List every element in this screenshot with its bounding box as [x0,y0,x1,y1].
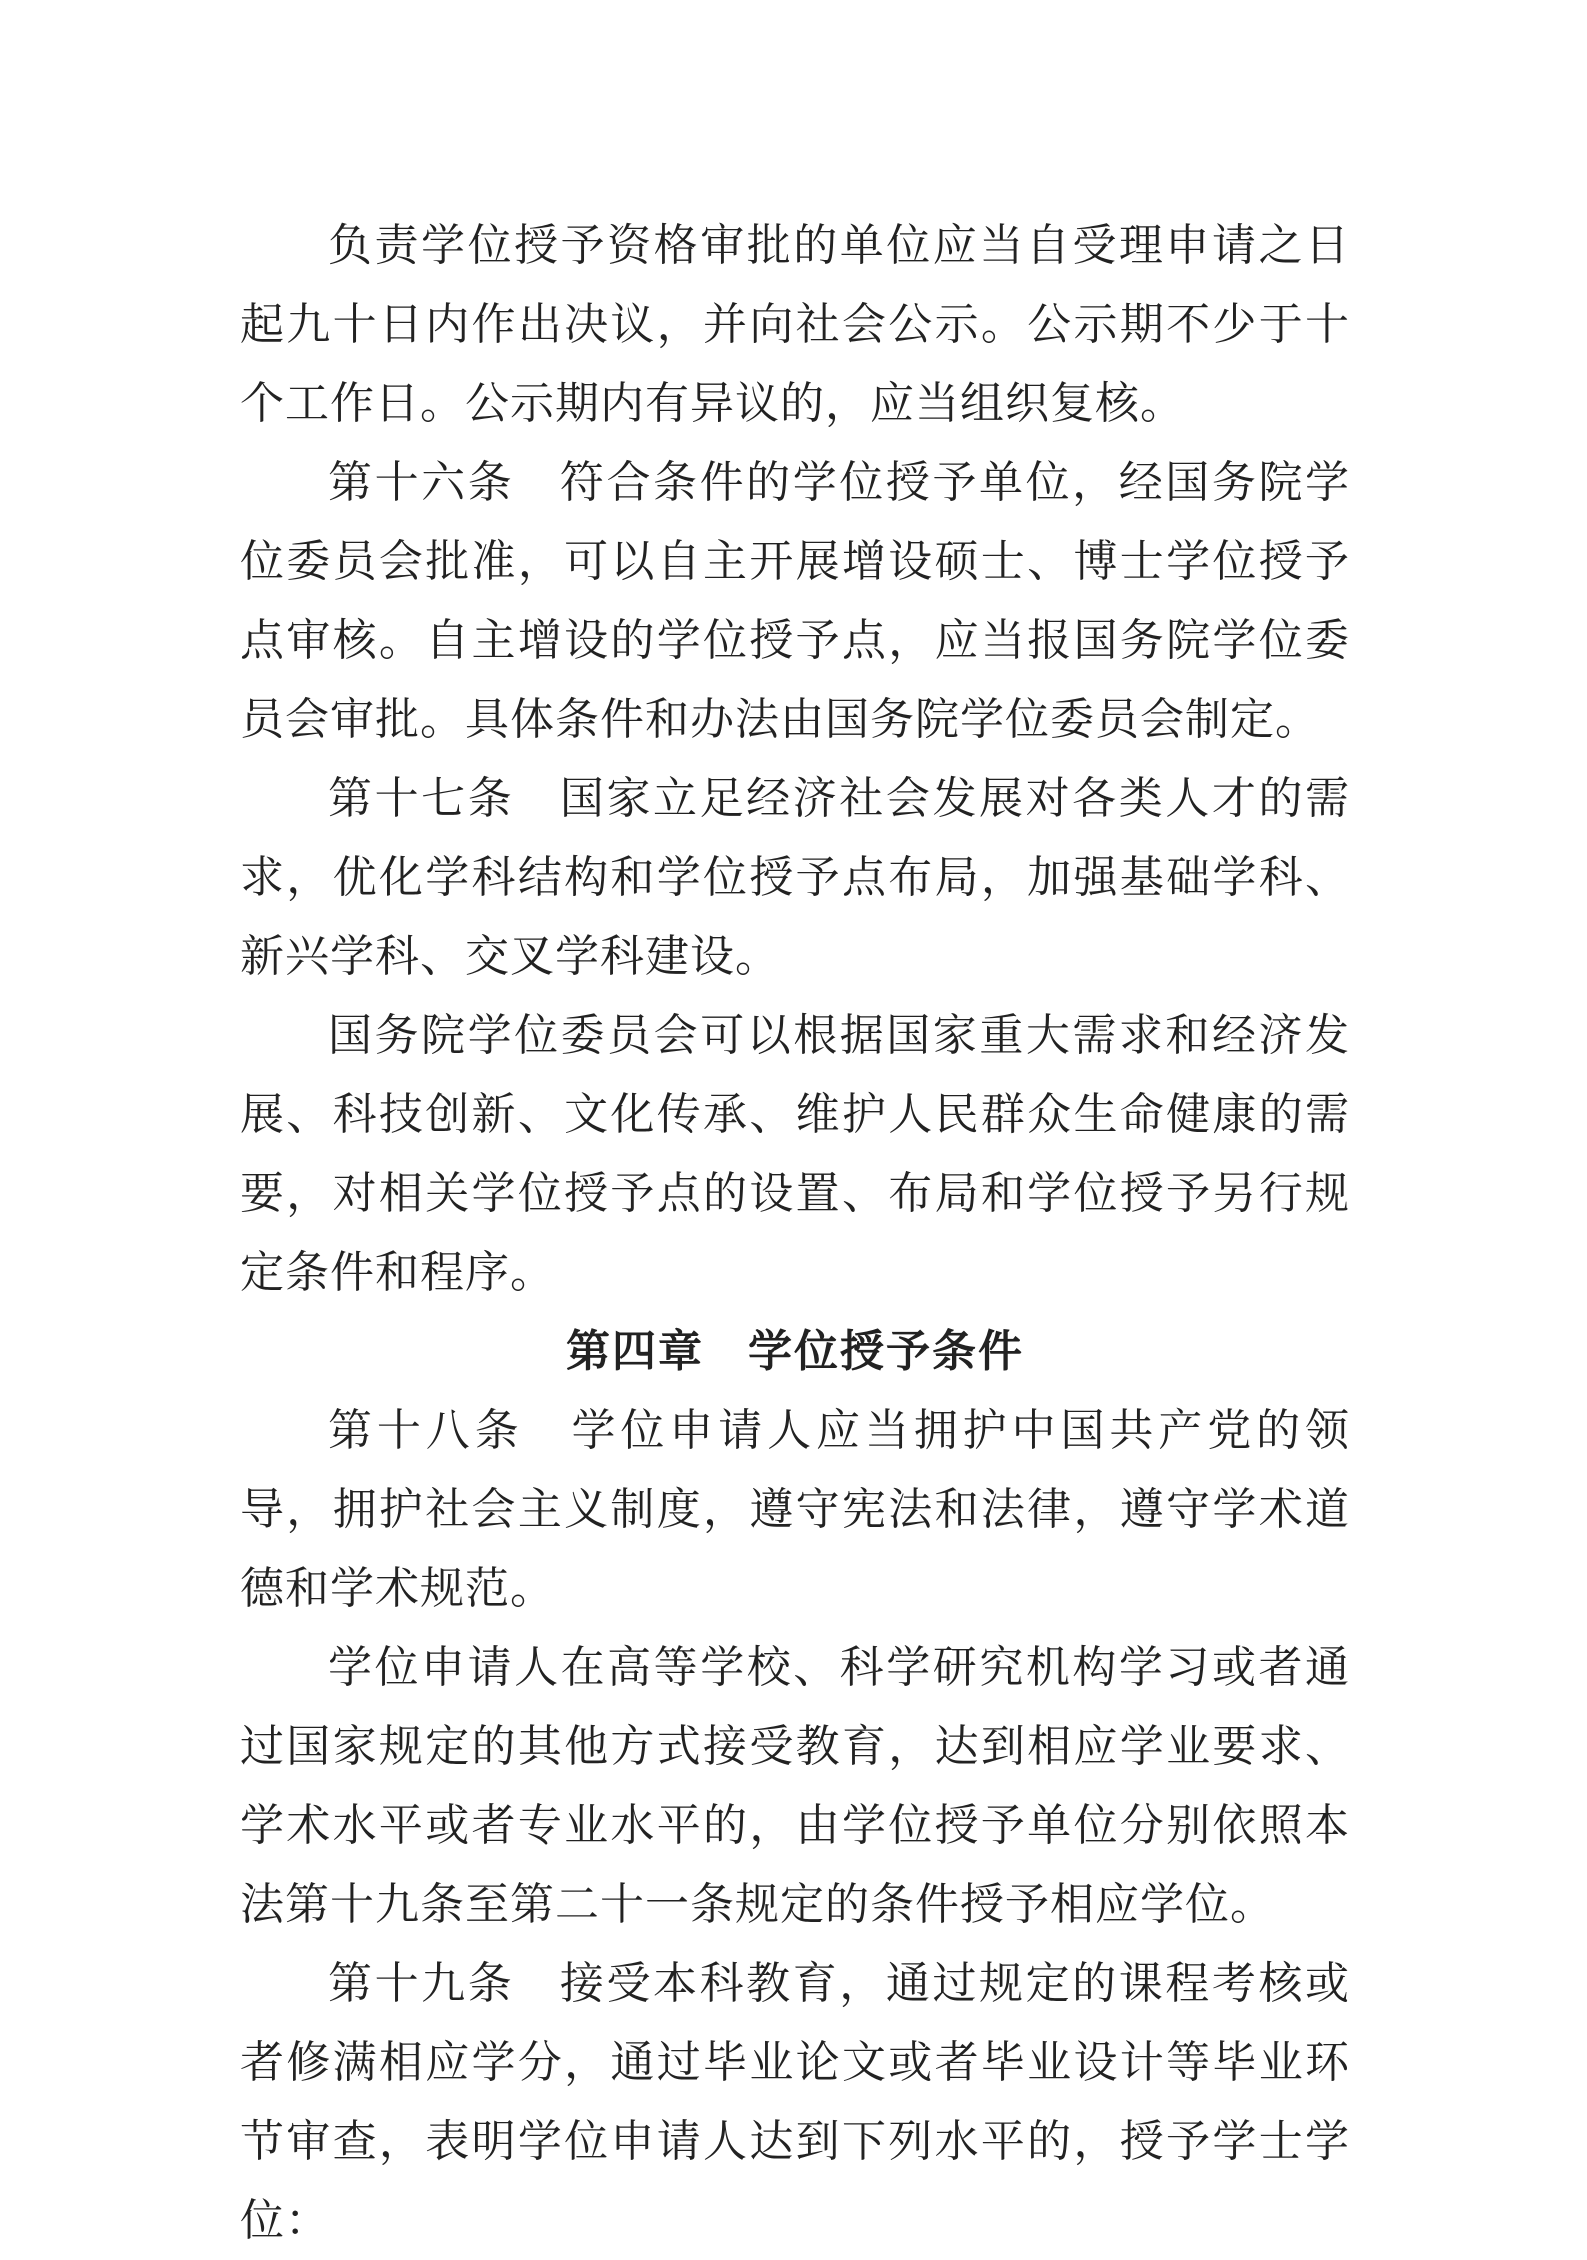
paragraph-text: 负责学位授予资格审批的单位应当自受理申请之日起九十日内作出决议，并向社会公示。公示期不少于十个工作日。公示期内有异议的，应当组织复核。 [240,220,1350,429]
paragraph-approval-period [240,206,1350,443]
article-text: 学位申请人应当拥护中国共产党的领导，拥护社会主义制度，遵守宪法和法律，遵守学术道德和学术规范。 [240,1405,1351,1614]
article-label: 第十七条 [328,773,515,824]
paragraph-text: 国务院学位委员会可以根据国家重大需求和经济发展、科技创新、文化传承、维护人民群众生命健康的需要，对相关学位授予点的设置、布局和学位授予另行规定条件和程序。 [240,1010,1350,1298]
article-label: 第十八条 [328,1405,524,1456]
article-19 [240,1944,1350,2260]
article-label: 第十六条 [328,457,515,508]
article-text: 国家立足经济社会发展对各类人才的需求，优化学科结构和学位授予点布局，加强基础学科、新兴学科、交叉学科建设。 [240,773,1351,982]
article-text: 符合条件的学位授予单位，经国务院学位委员会批准，可以自主开展增设硕士、博士学位授予点审核。自主增设的学位授予点，应当报国务院学位委员会审批。具体条件和办法由国务院学位委员会制定。 [240,457,1351,745]
paragraph-degree-conditions [240,1628,1350,1944]
article-text: 接受本科教育，通过规定的课程考核或者修满相应学分，通过毕业论文或者毕业设计等毕业环节审查，表明学位申请人达到下列水平的，授予学士学位： [240,1958,1351,2246]
paragraph-special-provisions [240,996,1350,1312]
chapter-title: 学位授予条件 [748,1326,1024,1377]
article-label: 第十九条 [328,1958,515,2009]
chapter-number: 第四章 [566,1326,704,1377]
article-16 [240,443,1350,759]
article-18 [240,1391,1350,1628]
chapter-heading [240,1312,1350,1391]
article-17 [240,759,1350,996]
document-page [240,206,1350,2260]
paragraph-text: 学位申请人在高等学校、科学研究机构学习或者通过国家规定的其他方式接受教育，达到相应学业要求、学术水平或者专业水平的，由学位授予单位分别依照本法第十九条至第二十一条规定的条件授予相应学位。 [240,1642,1350,1930]
